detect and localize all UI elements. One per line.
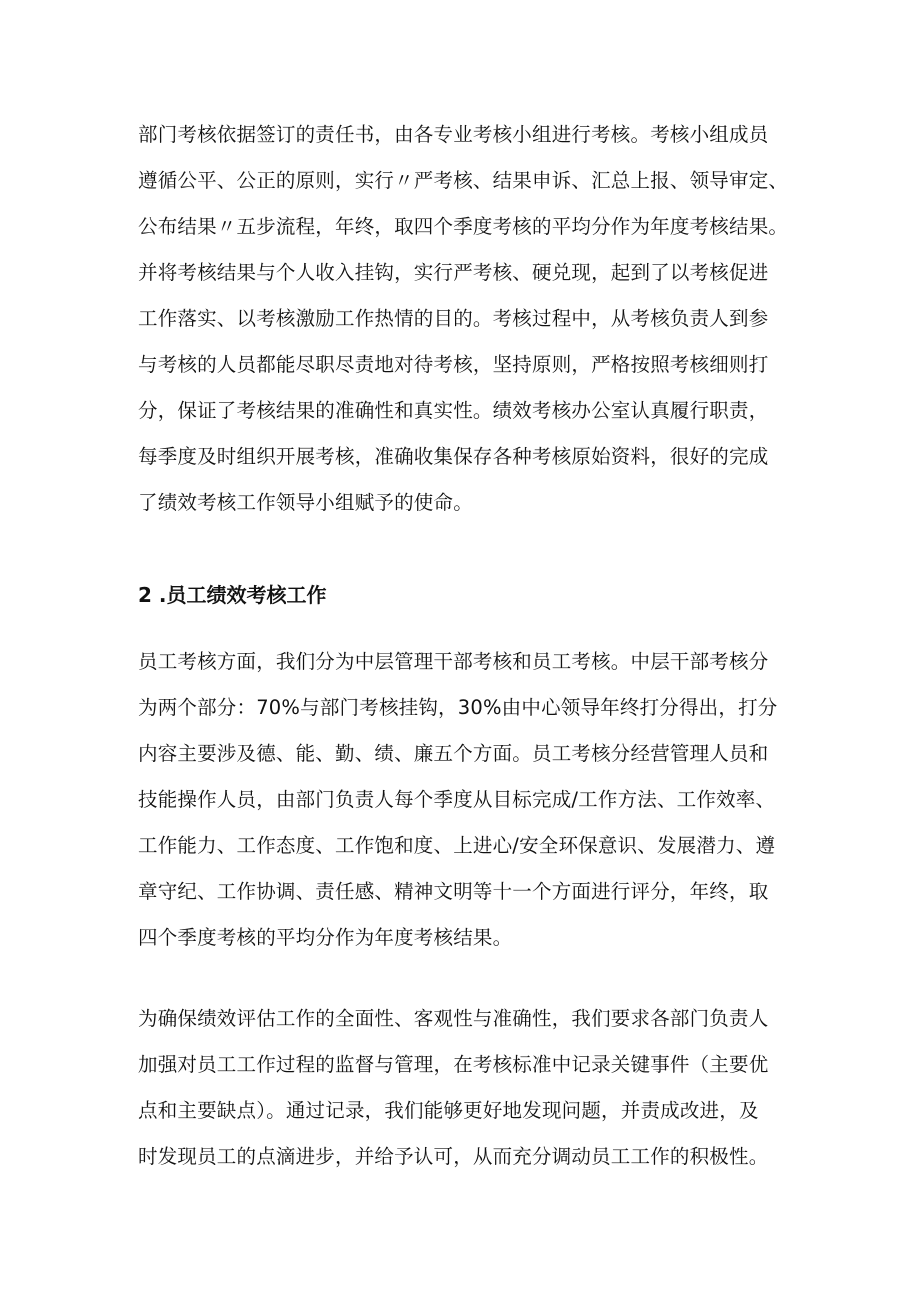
paragraph-department-assessment [138, 112, 798, 526]
text-line: 工作落实、以考核激励工作热情的目的。考核过程中，从考核负责人到参 [138, 307, 769, 330]
text-line: 部门考核依据签订的责任书，由各专业考核小组进行考核。考核小组成员 [138, 123, 769, 146]
text-line: 四个季度考核的平均分作为年度考核结果。 [138, 926, 513, 949]
text-line: 为两个部分：70%与部门考核挂钩，30%由中心领导年终打分得出，打分 [138, 696, 778, 719]
text-line: 时发现员工的点滴进步，并给予认可，从而充分调动员工工作的积极性。 [138, 1145, 769, 1168]
section-heading: 2 .员工绩效考核工作 [138, 583, 327, 607]
text-line: 内容主要涉及德、能、勤、绩、廉五个方面。员工考核分经营管理人员和 [138, 742, 769, 765]
text-line: 技能操作人员，由部门负责人每个季度从目标完成/工作方法、工作效率、 [138, 788, 776, 811]
text-line: 加强对员工工作过程的监督与管理，在考核标准中记录关键事件（主要优 [138, 1053, 769, 1076]
text-line: 了绩效考核工作领导小组赋予的使命。 [138, 491, 473, 514]
text-line: 并将考核结果与个人收入挂钩，实行严考核、硬兑现，起到了以考核促进 [138, 261, 769, 284]
text-line: 分，保证了考核结果的准确性和真实性。绩效考核办公室认真履行职责， [138, 399, 769, 422]
text-line: 遵循公平、公正的原则，实行〃严考核、结果申诉、汇总上报、领导审定、 [138, 169, 789, 192]
text-line: 员工考核方面，我们分为中层管理干部考核和员工考核。中层干部考核分 [138, 650, 769, 673]
text-line: 与考核的人员都能尽职尽责地对待考核，坚持原则，严格按照考核细则打 [138, 353, 769, 376]
text-line: 每季度及时组织开展考核，准确收集保存各种考核原始资料，很好的完成 [138, 445, 769, 468]
text-line: 工作能力、工作态度、工作饱和度、上进心/安全环保意识、发展潜力、遵 [138, 834, 776, 857]
text-line: 章守纪、工作协调、责任感、精神文明等十一个方面进行评分，年终，取 [138, 880, 769, 903]
text-line: 公布结果〃五步流程，年终，取四个季度考核的平均分作为年度考核结果。 [138, 215, 789, 238]
paragraph-key-events [138, 996, 798, 1180]
paragraph-employee-assessment [138, 639, 798, 961]
text-line: 点和主要缺点）。通过记录，我们能够更好地发现问题，并责成改进，及 [138, 1099, 759, 1122]
text-line: 为确保绩效评估工作的全面性、客观性与准确性，我们要求各部门负责人 [138, 1007, 769, 1030]
